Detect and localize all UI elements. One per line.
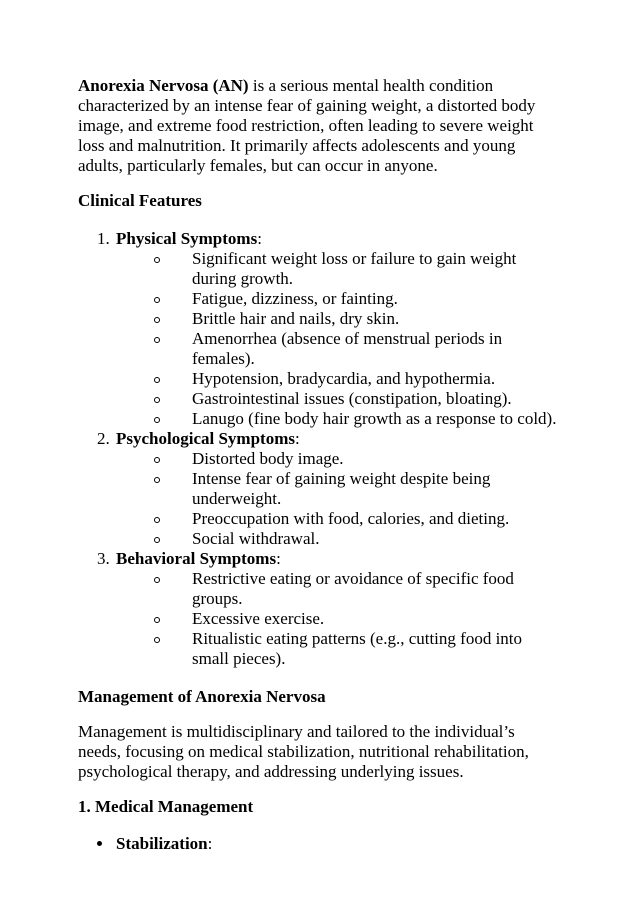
group-colon: : <box>276 549 281 568</box>
hollow-circle-bullet-icon <box>154 417 160 423</box>
group-colon: : <box>257 229 262 248</box>
group-number: 2. <box>97 429 110 448</box>
list-item <box>154 249 558 289</box>
symptom-group <box>78 229 558 429</box>
list-item <box>154 309 558 329</box>
hollow-circle-bullet-icon <box>154 457 160 463</box>
hollow-circle-bullet-icon <box>154 537 160 543</box>
group-label: Psychological Symptoms <box>116 429 295 448</box>
hollow-circle-bullet-icon <box>154 517 160 523</box>
list-item-text: Hypotension, bradycardia, and hypothermia. <box>192 369 496 388</box>
clinical-features-heading: Clinical Features <box>78 191 202 210</box>
group-colon: : <box>294 429 300 448</box>
list-item-text: Restrictive eating or avoidance of specific food groups. <box>192 569 514 608</box>
management-heading: Management of Anorexia Nervosa <box>78 687 326 706</box>
hollow-circle-bullet-icon <box>154 257 160 263</box>
medical-management-heading: 1. Medical Management <box>78 797 254 816</box>
clinical-features-list <box>78 229 558 669</box>
list-item <box>154 389 558 409</box>
list-item <box>154 529 558 549</box>
group-label: Behavioral Symptoms <box>116 549 277 568</box>
hollow-circle-bullet-icon <box>154 317 160 323</box>
list-item-text: Fatigue, dizziness, or fainting. <box>192 289 398 308</box>
group-number: 1. <box>97 229 110 248</box>
intro-term: Anorexia Nervosa (AN) <box>78 76 249 95</box>
medical-management-list <box>78 834 558 854</box>
list-item <box>78 834 558 854</box>
list-item-text: Preoccupation with food, calories, and dieting. <box>192 509 510 528</box>
bullet-colon: : <box>207 834 213 853</box>
list-item-text: Amenorrhea (absence of menstrual periods in females). <box>192 329 503 368</box>
intro-paragraph <box>78 76 558 176</box>
document-page <box>78 76 558 854</box>
hollow-circle-bullet-icon <box>154 577 160 583</box>
hollow-circle-bullet-icon <box>154 337 160 343</box>
list-item-text: Significant weight loss or failure to gain weight during growth. <box>192 249 517 288</box>
hollow-circle-bullet-icon <box>154 617 160 623</box>
list-item-text: Intense fear of gaining weight despite being underweight. <box>192 469 491 508</box>
hollow-circle-bullet-icon <box>154 377 160 383</box>
list-item-text: Excessive exercise. <box>192 609 325 628</box>
list-item <box>154 289 558 309</box>
list-item <box>154 609 558 629</box>
list-item <box>154 369 558 389</box>
group-number: 3. <box>97 549 110 568</box>
list-item <box>154 329 558 369</box>
list-item <box>154 469 558 509</box>
symptom-group <box>78 429 558 549</box>
symptom-sublist <box>116 569 558 669</box>
hollow-circle-bullet-icon <box>154 297 160 303</box>
list-item-text: Ritualistic eating patterns (e.g., cutting food into small pieces). <box>192 629 523 668</box>
list-item-text: Brittle hair and nails, dry skin. <box>192 309 400 328</box>
group-label: Physical Symptoms <box>116 229 258 248</box>
hollow-circle-bullet-icon <box>154 477 160 483</box>
list-item-text: Lanugo (fine body hair growth as a response to cold). <box>192 409 557 428</box>
filled-bullet-icon <box>97 841 102 846</box>
management-paragraph: Management is multidisciplinary and tailored to the individual’s needs, focusing on medical stabilization, nutritional rehabilitation, psychological therapy, and addressing underlying issues. <box>78 722 529 781</box>
hollow-circle-bullet-icon <box>154 397 160 403</box>
list-item <box>154 569 558 609</box>
list-item-text: Social withdrawal. <box>192 529 320 548</box>
list-item <box>154 449 558 469</box>
hollow-circle-bullet-icon <box>154 637 160 643</box>
bullet-label: Stabilization <box>116 834 208 853</box>
symptom-sublist <box>116 249 558 429</box>
list-item <box>154 509 558 529</box>
list-item-text: Distorted body image. <box>192 449 344 468</box>
symptom-group <box>78 549 558 669</box>
list-item-text: Gastrointestinal issues (constipation, bloating). <box>192 389 512 408</box>
intro-text: is a serious mental health condition characterized by an intense fear of gaining weight, a distorted body image, and extreme food restriction, often leading to severe weight loss and malnutrition. It primarily affects adolescents and young adults, particularly females, but can occur in anyone. <box>78 76 536 175</box>
list-item <box>154 409 558 429</box>
list-item <box>154 629 558 669</box>
symptom-sublist <box>116 449 558 549</box>
